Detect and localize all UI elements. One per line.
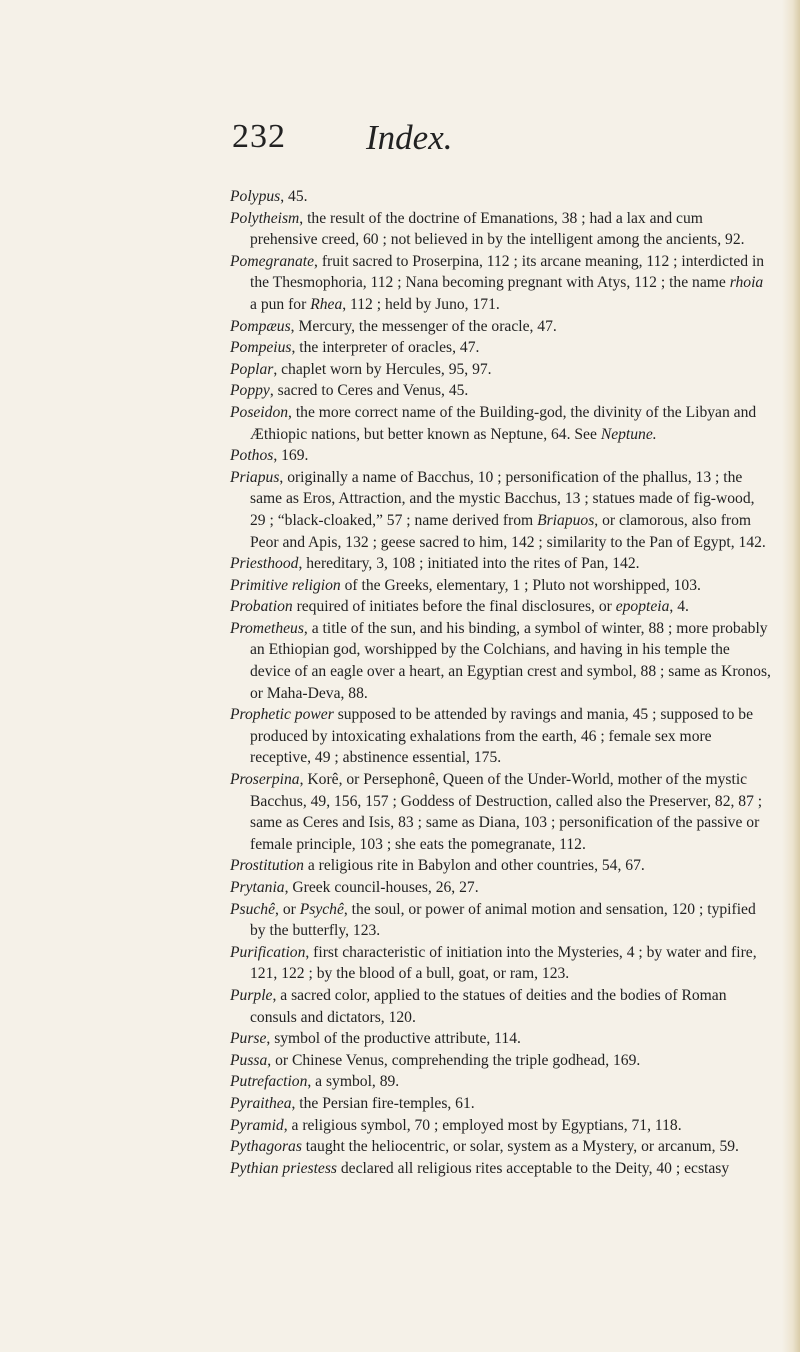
index-entries: [230, 186, 772, 1179]
entry-headword: Priapus: [230, 468, 280, 486]
entry-text: of the Greeks, elementary, 1 ; Pluto not worshipped, 103.: [340, 576, 701, 594]
entry-headword: Poppy: [230, 382, 270, 400]
entry-headword: Polypus: [230, 188, 281, 205]
index-entry: [230, 186, 772, 208]
entry-headword: Priesthood: [230, 555, 299, 573]
entry-headword: Prophetic power: [230, 706, 334, 724]
entry-text: , hereditary, 3, 108 ; initiated into the rites of Pan, 142.: [298, 555, 640, 573]
entry-text: declared all religious rites acceptable to the Deity, 40 ; ecstasy: [336, 1159, 730, 1177]
entry-italic-term: Psychê: [299, 900, 344, 918]
index-entry: [230, 553, 772, 575]
entry-headword: Prytania: [230, 879, 285, 896]
running-title: Index.: [366, 118, 453, 157]
entry-text: , or Chinese Venus, comprehending the triple godhead, 169.: [267, 1051, 641, 1069]
entry-text: , a title of the sun, and his binding, a symbol of winter, 88 ; more probably an Ethiopian god, worshipped by the Colchians, and having in his temple the device of an eagle over a heart, an Egyptian crest and symbol, 88 ; same as Kronos, or Maha-Deva, 88.: [250, 619, 771, 702]
entry-headword: Purification: [230, 943, 306, 961]
entry-italic-term: rhoia: [729, 274, 764, 292]
entry-text: , Greek council-houses, 26, 27.: [284, 879, 479, 896]
entry-text: a pun for: [250, 295, 311, 313]
entry-headword: Proserpina: [230, 771, 300, 789]
entry-italic-term: epopteia: [615, 598, 670, 616]
entry-text: required of initiates before the final disclosures, or: [292, 598, 616, 616]
entry-text: , Korê, or Persephonê, Queen of the Under-World, mother of the mystic Bacchus, 49, 156, 157 ; Goddess of Destruction, called also the Preserver, 82, 87 ; same as Ceres and Isis, 83 ; same as Diana, 103 ; personification of the passive or female principle, 103 ; she eats the pomegranate, 112.: [250, 771, 763, 853]
index-entry: [230, 467, 772, 553]
entry-text: , a symbol, 89.: [307, 1073, 400, 1091]
entry-italic-term: Rhea: [310, 295, 343, 313]
index-entry: [230, 899, 772, 942]
entry-headword: Putrefaction: [230, 1073, 308, 1091]
index-entry: [230, 1071, 772, 1093]
index-entry: [230, 942, 772, 985]
entry-headword: Prometheus: [230, 619, 304, 637]
entry-text: , the Persian fire-temples, 61.: [291, 1094, 475, 1112]
entry-text: , symbol of the productive attribute, 114.: [266, 1030, 521, 1048]
entry-text: supposed to be attended by ravings and mania, 45 ; supposed to be produced by intoxicating exhalations from the earth, 46 ; female sex more receptive, 49 ; abstinence essential, 175.: [250, 706, 754, 767]
page-header: [0, 118, 800, 158]
index-entry: [230, 769, 772, 855]
index-entry: [230, 402, 772, 445]
index-entry: [230, 877, 772, 899]
index-entry: [230, 704, 772, 769]
entry-text: , 169.: [273, 447, 309, 465]
index-entry: [230, 337, 772, 359]
entry-headword: Primitive religion: [230, 576, 341, 594]
entry-text: , a religious symbol, 70 ; employed most by Egyptians, 71, 118.: [283, 1116, 682, 1134]
page-number: 232: [232, 118, 286, 155]
entry-text: , first characteristic of initiation into the Mysteries, 4 ; by water and fire, 121, 122 ; by the blood of a bull, goat, or ram, 123.: [250, 943, 757, 983]
entry-headword: Pythagoras: [230, 1138, 302, 1156]
entry-headword: Pyramid: [230, 1116, 284, 1134]
entry-headword: Psuchê: [230, 900, 276, 918]
entry-text: taught the heliocentric, or solar, system as a Mystery, or arcanum, 59.: [301, 1138, 739, 1156]
index-entry: [230, 316, 772, 338]
entry-headword: Pompæus: [230, 317, 291, 335]
entry-text: a religious rite in Babylon and other countries, 54, 67.: [303, 857, 645, 875]
index-entry: [230, 380, 772, 402]
entry-italic-term: Briapuos: [537, 511, 595, 529]
entry-headword: Purple: [230, 986, 273, 1004]
entry-headword: Pomegranate: [230, 252, 315, 270]
entry-headword: Purse: [230, 1030, 267, 1048]
entry-text: , fruit sacred to Proserpina, 112 ; its arcane meaning, 112 ; interdicted in the Thesmophoria, 112 ; Nana becoming pregnant with Atys, 112 ; the name: [250, 252, 765, 292]
entry-headword: Polytheism: [230, 209, 300, 227]
entry-text: , or clamorous, also from Peor and Apis, 132 ; geese sacred to him, 142 ; similarity to the Pan of Egypt, 142.: [250, 511, 766, 551]
index-entry: [230, 618, 772, 704]
entry-headword: Probation: [230, 598, 293, 616]
entry-headword: Prostitution: [230, 857, 304, 875]
entry-italic-term: Neptune.: [600, 425, 657, 443]
index-entry: [230, 1028, 772, 1050]
index-entry: [230, 445, 772, 467]
entry-text: , chaplet worn by Hercules, 95, 97.: [273, 360, 492, 378]
entry-text: , the result of the doctrine of Emanations, 38 ; had a lax and cum prehensive creed, 60 ; not believed in by the intelligent among the ancients, 92.: [250, 209, 745, 249]
index-entry: [230, 1115, 772, 1137]
index-entry: [230, 855, 772, 877]
entry-text: , the interpreter of oracles, 47.: [291, 339, 480, 357]
index-entry: [230, 575, 772, 597]
entry-text: , a sacred color, applied to the statues of deities and the bodies of Roman consuls and dictators, 120.: [250, 986, 727, 1026]
index-entry: [230, 1136, 772, 1158]
entry-headword: Poplar: [230, 360, 274, 378]
index-entry: [230, 208, 772, 251]
index-entry: [230, 1050, 772, 1072]
index-entry: [230, 251, 772, 316]
index-entry: [230, 359, 772, 381]
entry-text: , originally a name of Bacchus, 10 ; personification of the phallus, 13 ; the same as Eros, Attraction, and the mystic Bacchus, 13 ; statues made of fig-wood, 29 ; “black-cloaked,” 57 ; name derived from: [250, 468, 755, 529]
entry-text: , the more correct name of the Building-god, the divinity of the Libyan and Æthiopic nations, but better known as Neptune, 64. See: [250, 403, 757, 443]
index-entry: [230, 596, 772, 618]
entry-text: , 45.: [280, 188, 308, 205]
entry-text: , Mercury, the messenger of the oracle, 47.: [290, 317, 557, 335]
index-entry: [230, 1093, 772, 1115]
entry-headword: Pussa: [230, 1051, 268, 1069]
entry-headword: Pompeius: [230, 339, 292, 357]
entry-headword: Pythian priestess: [230, 1159, 337, 1177]
entry-headword: Poseidon: [230, 403, 289, 421]
entry-text: , or: [275, 900, 300, 918]
index-entry: [230, 1158, 772, 1180]
page-edge-shadow: [782, 0, 800, 1352]
entry-text: , sacred to Ceres and Venus, 45.: [269, 382, 469, 400]
index-entry: [230, 985, 772, 1028]
entry-text: , 4.: [669, 598, 689, 616]
entry-headword: Pyraithea: [230, 1094, 292, 1112]
entry-text: , 112 ; held by Juno, 171.: [342, 295, 500, 313]
entry-headword: Pothos: [230, 447, 274, 465]
entry-text: , the soul, or power of animal motion and sensation, 120 ; typified by the butterfly, 123.: [250, 900, 756, 940]
